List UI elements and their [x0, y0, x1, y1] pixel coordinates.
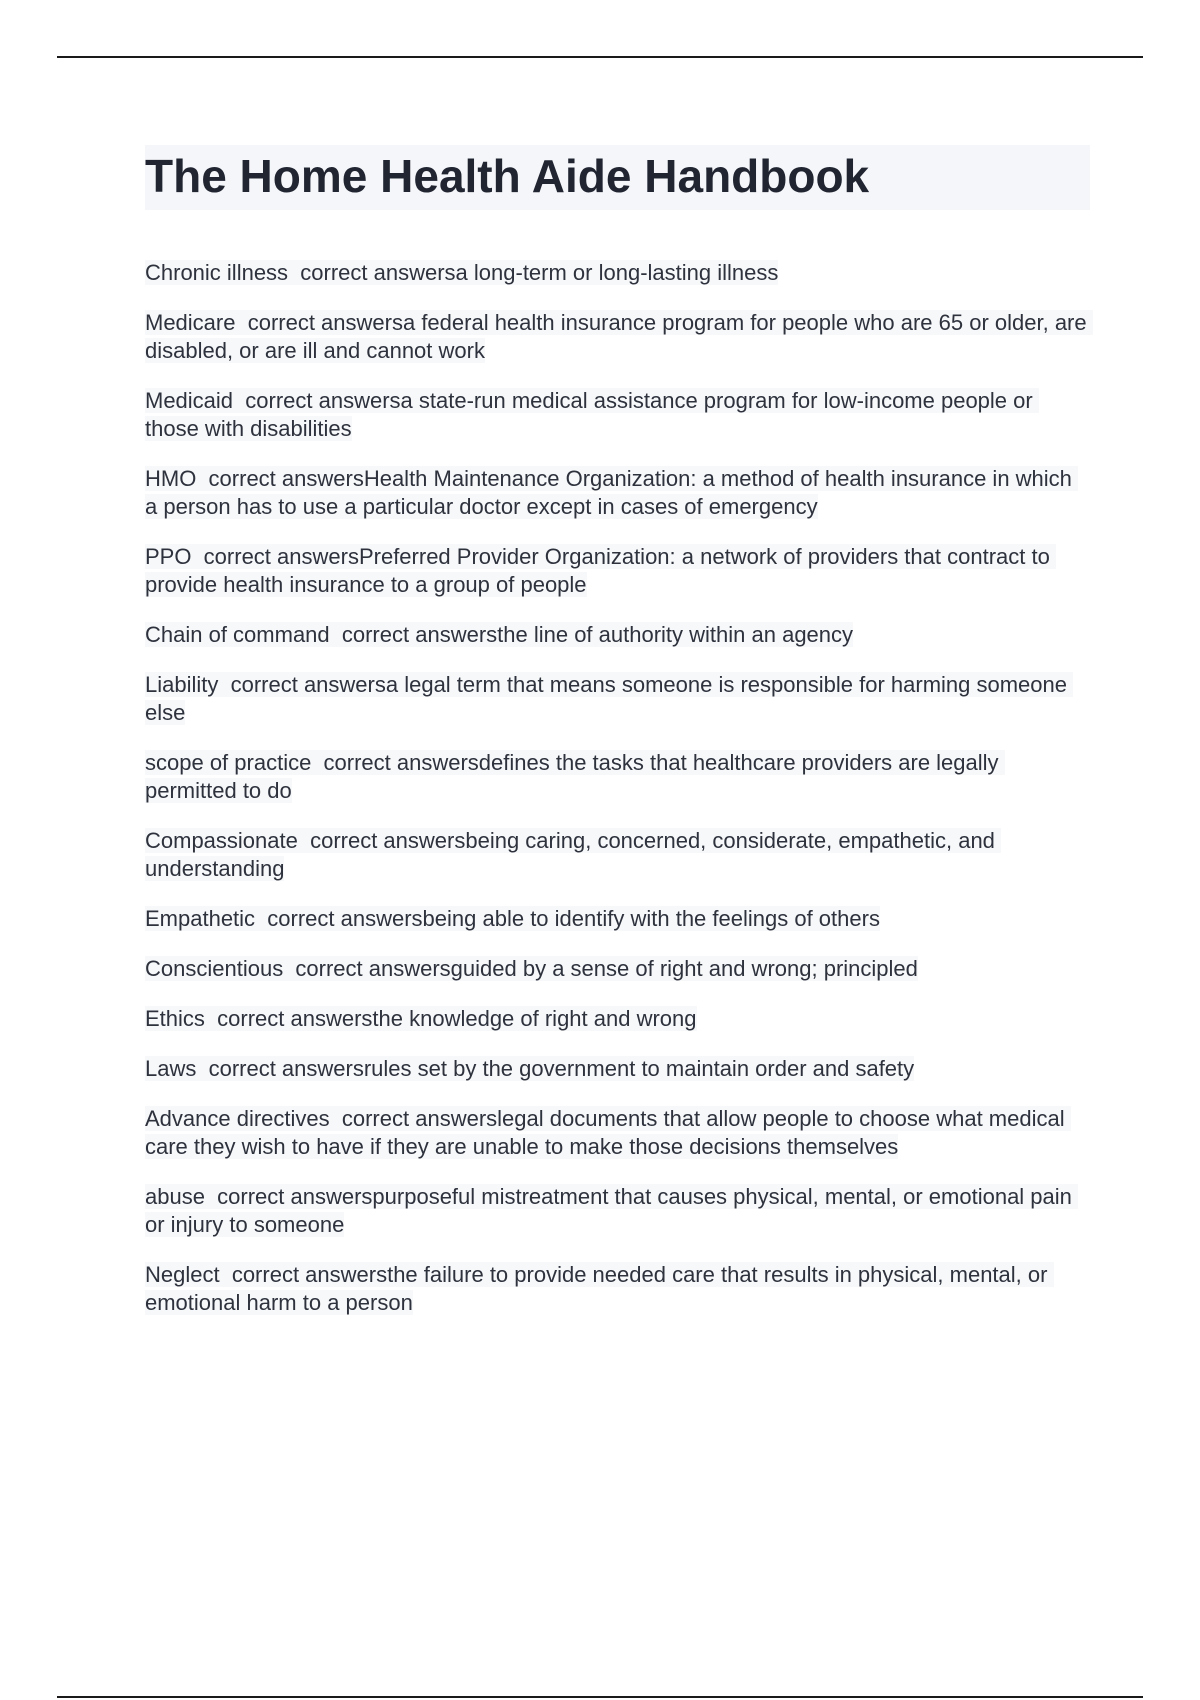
list-item: Ethics correct answersthe knowledge of right and wrong [145, 1006, 697, 1032]
bottom-divider [57, 1696, 1143, 1698]
list-item: abuse correct answerspurposeful mistreatment that causes physical, mental, or emotional pain or injury to someone [145, 1184, 1079, 1238]
list-item: Medicaid correct answersa state-run medical assistance program for low-income people or those with disabilities [145, 388, 1039, 442]
list-item: Liability correct answersa legal term that means someone is responsible for harming someone else [145, 672, 1074, 726]
list-item: HMO correct answersHealth Maintenance Organization: a method of health insurance in which a person has to use a particular doctor except in cases of emergency [145, 466, 1079, 520]
document-title: The Home Health Aide Handbook [145, 145, 1090, 210]
list-item: Conscientious correct answersguided by a sense of right and wrong; principled [145, 956, 918, 982]
list-item: Chain of command correct answersthe line of authority within an agency [145, 622, 854, 648]
list-item: Chronic illness correct answersa long-term or long-lasting illness [145, 260, 779, 286]
list-item: PPO correct answersPreferred Provider Organization: a network of providers that contract to provide health insurance to a group of people [145, 544, 1056, 598]
entry-list [145, 259, 1093, 1317]
top-divider [57, 56, 1143, 58]
list-item: Empathetic correct answersbeing able to identify with the feelings of others [145, 906, 880, 932]
list-item: Neglect correct answersthe failure to provide needed care that results in physical, mental, or emotional harm to a person [145, 1262, 1054, 1316]
list-item: Laws correct answersrules set by the government to maintain order and safety [145, 1056, 915, 1082]
document-body [145, 145, 1093, 1339]
list-item: scope of practice correct answersdefines the tasks that healthcare providers are legally permitted to do [145, 750, 1005, 804]
list-item: Compassionate correct answersbeing caring, concerned, considerate, empathetic, and understanding [145, 828, 1002, 882]
list-item: Advance directives correct answerslegal documents that allow people to choose what medical care they wish to have if they are unable to make those decisions themselves [145, 1106, 1071, 1160]
list-item: Medicare correct answersa federal health insurance program for people who are 65 or older, are disabled, or are ill and cannot work [145, 310, 1093, 364]
